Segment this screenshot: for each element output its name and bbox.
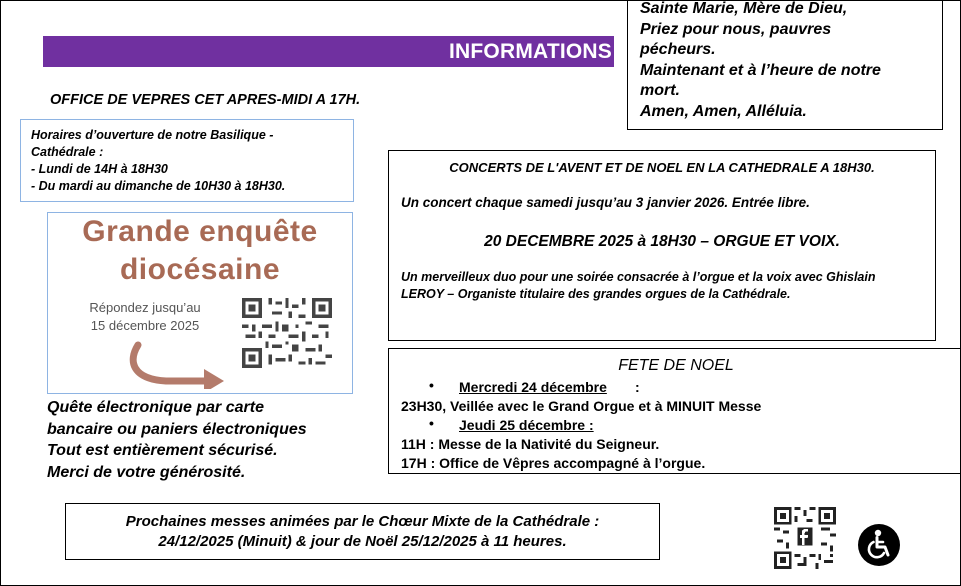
concerts-schedule: Un concert chaque samedi jusqu’au 3 janvier 2026. Entrée libre.: [401, 195, 810, 210]
christmas-day-item: 11H : Messe de la Nativité du Seigneur.: [401, 436, 660, 452]
christmas-eve-item: 23H30, Veillée avec le Grand Orgue et à MINUIT Messe: [401, 398, 762, 414]
collection-line: Tout est entièrement sécurisé.: [47, 442, 278, 459]
choir-masses-line1: Prochaines messes animées par le Chœur Mixte de la Cathédrale :: [125, 513, 600, 530]
wheelchair-icon: [858, 524, 900, 566]
survey-title-line1: Grande enquête: [82, 215, 318, 248]
hours-line: - Du mardi au dimanche de 10H30 à 18H30.: [31, 179, 286, 193]
survey-deadline-line2: 15 décembre 2025: [90, 318, 200, 333]
christmas-day-item: 17H : Office de Vêpres accompagné à l’orgue.: [401, 455, 706, 471]
collection-line: Merci de votre générosité.: [47, 463, 246, 481]
prayer-line: Maintenant et à l’heure de notre: [640, 61, 881, 79]
prayer-line: Sainte Marie, Mère de Dieu,: [640, 0, 848, 17]
christmas-day-heading: Jeudi 25 décembre :: [459, 417, 594, 433]
concert-description: Un merveilleux duo pour une soirée consacrée à l’orgue et la voix avec Ghislain LEROY – Organiste titulaire des grandes orgues de la Cathédrale.: [401, 270, 876, 301]
hours-line: Horaires d’ouverture de notre Basilique -: [31, 128, 274, 142]
prayer-line: mort.: [640, 82, 680, 99]
survey-deadline: [60, 299, 230, 335]
collection-line: Quête électronique par carte: [47, 399, 264, 416]
prayer-line: Amen, Amen, Alléluia.: [640, 102, 807, 120]
concert-date-highlight: 20 DECEMBRE 2025 à 18H30 – ORGUE ET VOIX.: [484, 233, 840, 250]
bullet-icon: •: [429, 377, 434, 393]
choir-masses-box: [65, 503, 660, 560]
bullet-icon: •: [429, 415, 434, 431]
informations-banner: [43, 36, 614, 67]
christmas-eve-label: Mercredi 24 décembre: [459, 379, 607, 395]
hours-line: Cathédrale :: [31, 145, 104, 159]
survey-deadline-line1: Répondez jusqu’au: [89, 300, 201, 315]
christmas-box: [388, 348, 961, 474]
facebook-qr-icon[interactable]: [773, 507, 837, 569]
choir-masses-line2: 24/12/2025 (Minuit) & jour de Noël 25/12/2025 à 11 heures.: [158, 532, 567, 550]
survey-panel[interactable]: [47, 212, 353, 394]
hours-line: - Lundi de 14H à 18H30: [31, 162, 168, 176]
opening-hours-box: [20, 119, 354, 202]
christmas-title: FETE DE NOEL: [618, 357, 734, 374]
concerts-title: CONCERTS DE L'AVENT ET DE NOEL EN LA CATHEDRALE A 18H30.: [449, 160, 875, 175]
qr-code-icon[interactable]: [242, 297, 332, 369]
collection-info: [47, 397, 307, 483]
survey-title-line2: diocésaine: [119, 253, 281, 286]
informations-title: INFORMATIONS: [449, 40, 612, 63]
prayer-box: [627, 0, 943, 130]
collection-line: bancaire ou paniers électroniques: [47, 420, 307, 438]
prayer-line: pécheurs.: [640, 41, 716, 58]
christmas-eve-colon: :: [635, 379, 640, 395]
vepres-announcement: OFFICE DE VEPRES CET APRES-MIDI A 17H.: [50, 92, 361, 108]
prayer-line: Priez pour nous, pauvres: [640, 20, 832, 38]
christmas-eve-heading: [459, 379, 607, 395]
curved-arrow-icon: [126, 341, 226, 389]
concerts-box: [388, 150, 936, 341]
